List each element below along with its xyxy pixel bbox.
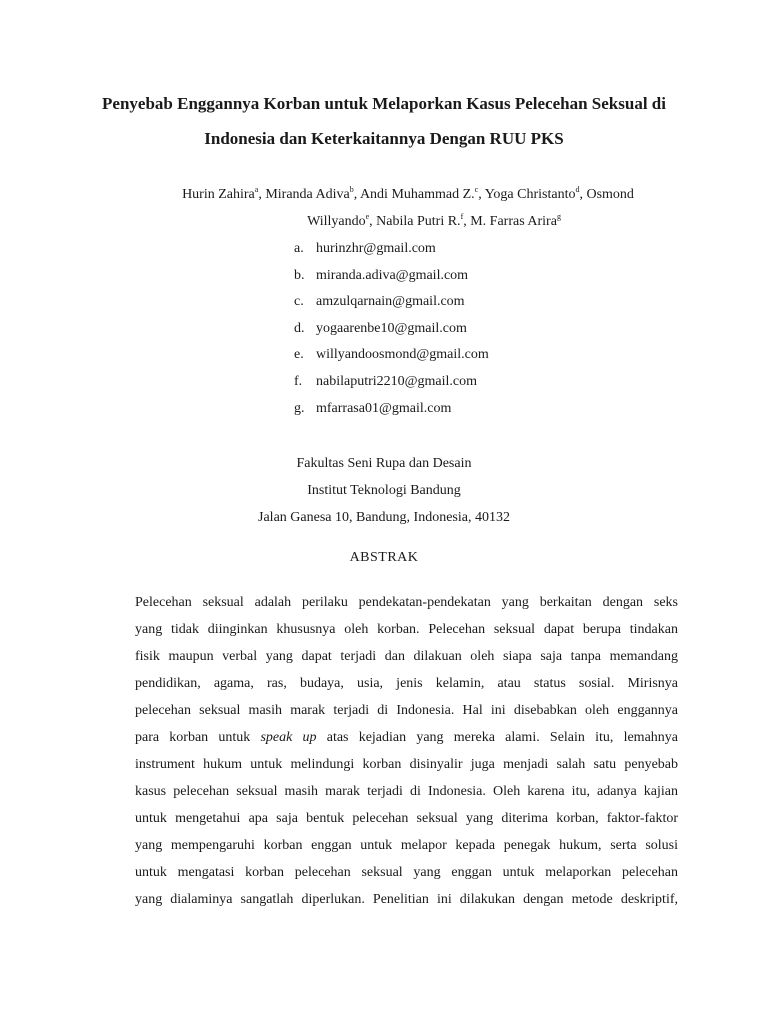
abstract-italic-text: speak up (260, 730, 317, 745)
abstract-line: untuk mengatasi korban pelecehan seksual yang enggan untuk melaporkan pelecehan (135, 865, 678, 880)
affiliation-institute: Institut Teknologi Bandung (307, 483, 461, 498)
email-item (294, 240, 489, 267)
abstract-line: pendidikan, agama, ras, budaya, usia, jenis kelamin, atau status sosial. Mirisnya (135, 676, 678, 691)
abstract-line: pelecehan seksual masih marak terjadi di Indonesia. Hal ini disebabkan oleh enggannya (135, 703, 678, 718)
email-item (294, 320, 489, 347)
author-name: Miranda Adiva (265, 187, 350, 202)
abstract-line: instrument hukum untuk melindungi korban disinyalir juga menjadi salah satu penyebab (135, 757, 678, 772)
affiliation-faculty: Fakultas Seni Rupa dan Desain (296, 456, 472, 471)
author-mark: g (556, 212, 561, 221)
list-marker: g. (294, 400, 305, 416)
abstract-line: yang tidak diinginkan khususnya oleh korban. Pelecehan seksual dapat berupa tindakan (135, 622, 678, 637)
author-mark: d (575, 185, 580, 194)
email-address: yogaarenbe10@gmail.com (316, 320, 467, 336)
abstract-line-speak-up (135, 729, 678, 747)
abstract-text: atas kejadian yang mereka alami. Selain itu, lemahnya (326, 730, 678, 745)
email-address: miranda.adiva@gmail.com (316, 267, 469, 283)
list-marker: d. (294, 320, 305, 336)
affiliation-address: Jalan Ganesa 10, Bandung, Indonesia, 40132 (258, 510, 510, 525)
paper-title-line-2: Indonesia dan Keterkaitannya Dengan RUU PKS (204, 129, 564, 148)
author-mark: f (460, 212, 464, 221)
author-name-part: Willyando (307, 214, 366, 229)
abstract-line: kasus pelecehan seksual masih marak terjadi di Indonesia. Oleh karena itu, adanya kajian (135, 784, 678, 799)
abstract-line: fisik maupun verbal yang dapat terjadi dan dilakuan oleh siapa saja tanpa memandang (135, 649, 678, 664)
author-list-line-1: Hurin Zahira$^a$, Miranda Adiva$^b$, Andi Muhammad Z.$^c$, Yoga Christanto$^d$, Osmond (182, 185, 634, 202)
author-name: Nabila Putri R. (376, 214, 461, 229)
email-item (294, 346, 489, 373)
abstract-heading: ABSTRAK (349, 550, 419, 565)
author-name: Andi Muhammad Z. (359, 187, 475, 202)
email-address: willyandoosmond@gmail.com (316, 347, 489, 363)
list-marker: a. (294, 241, 304, 256)
email-item (294, 373, 489, 400)
author-mark: a (254, 185, 259, 194)
abstract-line: untuk mengetahui apa saja bentuk pelecehan seksual yang diterima korban, faktor-faktor (135, 811, 678, 826)
abstract-line: yang mempengaruhi korban enggan untuk melapor kepada penegak hukum, serta solusi (135, 838, 678, 853)
author-name: Hurin Zahira (182, 187, 255, 202)
email-address: nabilaputri2210@gmail.com (316, 373, 478, 389)
author-name-part: Osmond (586, 187, 634, 202)
email-address: hurinzhr@gmail.com (316, 241, 436, 256)
author-list-line-2: Willyando$^e$, Nabila Putri R.$^f$, M. Farras Arira$^g$ (307, 212, 561, 229)
author-name: M. Farras Arira (470, 214, 557, 229)
author-mark: c (474, 185, 479, 194)
abstract-line: Pelecehan seksual adalah perilaku pendekatan-pendekatan yang berkaitan dengan seks (135, 595, 678, 610)
author-mark: e (365, 212, 370, 221)
author-name: Yoga Christanto (484, 187, 576, 202)
list-marker: c. (294, 294, 304, 310)
email-item (294, 267, 489, 294)
email-list (294, 240, 489, 426)
email-address: amzulqarnain@gmail.com (316, 294, 465, 310)
list-marker: e. (294, 347, 304, 363)
email-item (294, 293, 489, 320)
list-marker: f. (294, 373, 303, 389)
list-marker: b. (294, 267, 305, 283)
email-item (294, 400, 489, 427)
author-mark: b (349, 185, 354, 194)
email-address: mfarrasa01@gmail.com (316, 400, 452, 416)
abstract-text: para korban untuk (135, 730, 251, 745)
abstract-line: yang dialaminya sangatlah diperlukan. Penelitian ini dilakukan dengan metode deskriptif, (135, 892, 678, 907)
paper-title-line-1: Penyebab Enggannya Korban untuk Melaporkan Kasus Pelecehan Seksual di (102, 94, 666, 113)
